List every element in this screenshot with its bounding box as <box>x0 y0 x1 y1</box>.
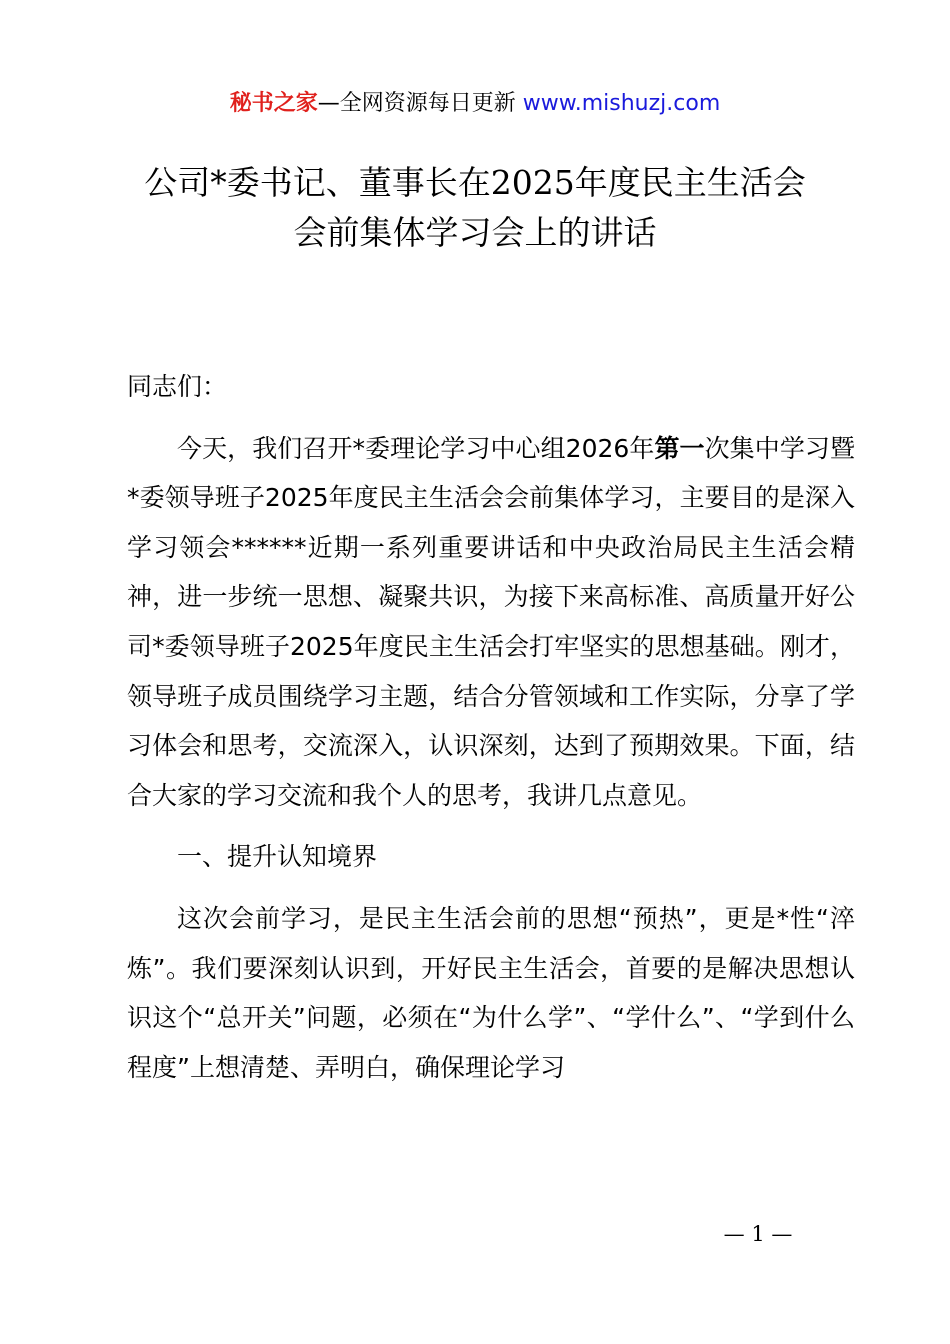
paragraph-2: 这次会前学习，是民主生活会前的思想“预热”，更是*性“淬炼”。我们要深刻认识到，开好民主生活会，首要的是解决思想认识这个“总开关”问题，必须在“为什么学”、“学什么”、“学到什么程度”上想清楚、弄明白，确保理论学习 <box>127 903 855 1082</box>
paragraph-1 <box>127 424 855 821</box>
document-body <box>127 362 855 1092</box>
document-title <box>60 158 890 258</box>
title-line-1: 公司*委书记、董事长在2025年度民主生活会 <box>144 163 806 202</box>
paragraph-1-bold: 第一 <box>654 433 705 463</box>
paragraph-1-rest: 次集中学习暨*委领导班子2025年度民主生活会会前集体学习，主要目的是深入学习领会******近期一系列重要讲话和中央政治局民主生活会精神，进一步统一思想、凝聚共识，为接下来高标准、高质量开好公司*委领导班子2025年度民主生活会打牢坚实的思想基础。刚才，领导班子成员围绕学习主题，结合分管领域和工作实际，分享了学习体会和思考，交流深入，认识深刻，达到了预期效果。下面，结合大家的学习交流和我个人的思考，我讲几点意见。 <box>127 433 855 810</box>
brand-name: 秘书之家 <box>229 91 318 116</box>
header-tagline: —全网资源每日更新 <box>317 91 523 116</box>
page-number: — 1 — <box>723 1222 793 1246</box>
title-line-2: 会前集体学习会上的讲话 <box>293 213 657 252</box>
site-header <box>0 88 950 120</box>
section-heading-1: 一、提升认知境界 <box>177 842 378 872</box>
greeting: 同志们： <box>127 372 228 401</box>
site-url-link[interactable]: www.mishuzj.com <box>522 91 721 116</box>
paragraph-1-lead: 今天，我们召开*委理论学习中心组2026年 <box>177 433 655 463</box>
